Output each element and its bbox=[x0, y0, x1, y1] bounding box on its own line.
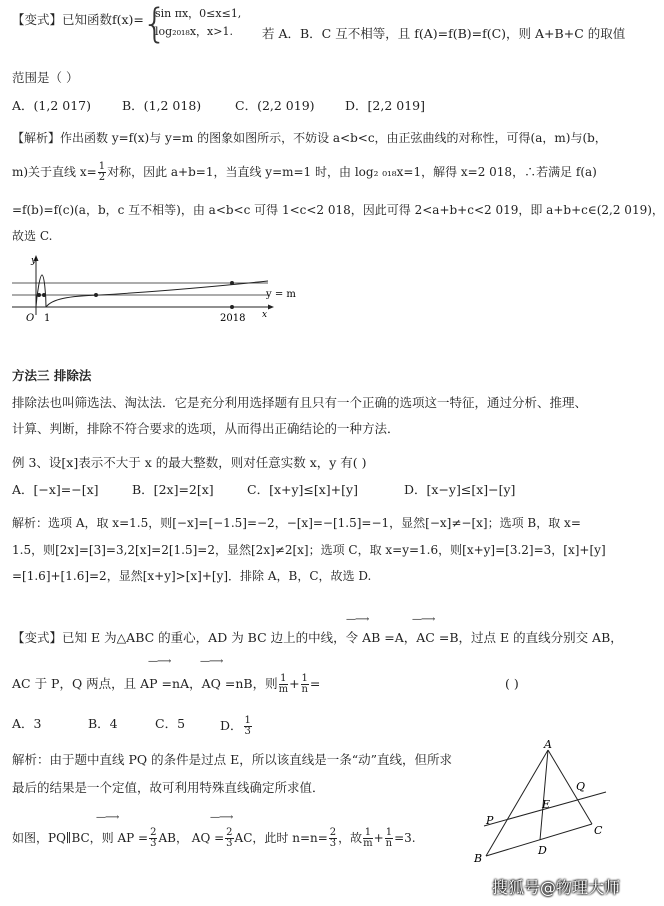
function-graph bbox=[10, 255, 296, 325]
vertex-c-label: C bbox=[594, 824, 603, 837]
watermark: 搜狐号@物理大师 bbox=[491, 878, 620, 897]
example3-solution-2: 1.5，则[2x]=[3]=3,2[x]=2[1.5]=2，显然[2x]≠2[x]；选项 C，取 x=y=1.6，则[x+y]=[3.2]=3，[x]+[y] bbox=[12, 543, 606, 557]
vector-arrow-aq: —⟶ bbox=[200, 656, 223, 667]
analysis1-line1: 【解析】作出函数 y=f(x)与 y=m 的图象如图所示，不妨设 a<b<c，由正弦曲线的对称性，可得(a，m)与(b， bbox=[12, 131, 607, 145]
piecewise-case-2: log₂₀₁₈x，x>1. bbox=[155, 25, 233, 38]
graph-tick-2018: 2018 bbox=[220, 313, 246, 324]
example3-option-d: D．[x−y]≤[x]−[y] bbox=[404, 482, 516, 497]
q1-option-d: D．[2,2 019] bbox=[345, 98, 425, 113]
q2-option-a: A．3 bbox=[12, 716, 42, 731]
q1-line2: 范围是（ ） bbox=[12, 70, 79, 85]
example3-solution-3: =[1.6]+[1.6]=2，显然[x+y]>[x]+[y]．排除 A，B，C，故选 D. bbox=[12, 569, 372, 583]
q1-tail: 若 A．B．C 互不相等，且 f(A)=f(B)=f(C)，则 A+B+C 的取值 bbox=[262, 26, 626, 41]
example3-option-c: C．[x+y]≤[x]+[y] bbox=[247, 482, 358, 497]
q1-option-c: C．(2,2 019) bbox=[235, 98, 315, 113]
graph-origin-label: O bbox=[26, 313, 35, 324]
method3-para-1: 排除法也叫筛选法、淘汰法．它是充分利用选择题有且只有一个正确的选项这一特征，通过分析、推理、 bbox=[12, 395, 588, 410]
piecewise-case-1: sin πx，0≤x≤1, bbox=[155, 7, 242, 20]
example3-question: 例 3、设[x]表示不大于 x 的最大整数，则对任意实数 x，y 有( ) bbox=[12, 455, 367, 470]
vector-arrow-ap: —⟶ bbox=[148, 656, 171, 667]
q2-answer-paren: ( ) bbox=[505, 676, 519, 691]
vertex-b-label: B bbox=[474, 852, 483, 865]
example3-solution-1: 解析：选项 A，取 x=1.5，则[−x]=[−1.5]=−2，−[x]=−[1.5]=−1，显然[−x]≠−[x]；选项 B，取 x= bbox=[12, 516, 581, 530]
q2-solution-1: 解析：由于题中直线 PQ 的条件是过点 E，所以该直线是一条“动”直线，但所求 bbox=[12, 752, 452, 767]
point-q-label: Q bbox=[576, 780, 586, 793]
triangle-figure bbox=[470, 738, 620, 868]
point-p-label: P bbox=[486, 814, 494, 827]
vector-arrow-ab: —⟶ bbox=[346, 614, 369, 625]
point-e-label: E bbox=[542, 798, 551, 811]
q2-option-d: D． $\frac{1}{3}$ bbox=[220, 715, 251, 737]
analysis1-line2: m)关于直线 x= $\frac{1}{2}$ 对称，因此 a+b=1，当直线 y=m=1 时，由 log₂ ₀₁₈x=1，解得 x=2 018，∴若满足 f(a) bbox=[12, 161, 597, 183]
q2-option-b: B．4 bbox=[88, 716, 118, 731]
q2-solution-2: 最后的结果是一个定值，故可利用特殊直线确定所求值． bbox=[12, 780, 325, 795]
vector-arrow-aq2: —⟶ bbox=[210, 812, 233, 823]
graph-x-label: x bbox=[262, 310, 268, 320]
q1-lead: 【变式】已知函数f(x)= bbox=[12, 12, 144, 27]
analysis1-line3: =f(b)=f(c)(a，b，c 互不相等)，由 a<b<c 可得 1<c<2 018，因此可得 2<a+b+c<2 019，即 a+b+c∈(2,2 019)， bbox=[12, 203, 664, 217]
vector-arrow-ap2: —⟶ bbox=[96, 812, 119, 823]
q1-option-a: A．(1,2 017) bbox=[12, 98, 91, 113]
vertex-a-label: A bbox=[544, 738, 552, 751]
graph-tick-1: 1 bbox=[44, 313, 51, 324]
method3-para-2: 计算、判断，排除不符合要求的选项，从而得出正确结论的一种方法． bbox=[12, 421, 400, 436]
q2-line1: 【变式】已知 E 为△ABC 的重心，AD 为 BC 边上的中线，令 AB =A，AC =B，过点 E 的直线分别交 AB， bbox=[12, 630, 623, 645]
example3-option-b: B．[2x]=2[x] bbox=[132, 482, 214, 497]
vector-arrow-ac: —⟶ bbox=[412, 614, 435, 625]
method3-heading: 方法三 排除法 bbox=[12, 368, 92, 383]
q2-line2: AC 于 P，Q 两点，且 AP =nA，AQ =nB，则 $\frac{1}{m}$ + $\frac{1}{n}$ = bbox=[12, 673, 321, 695]
graph-line-label: y = m bbox=[266, 289, 296, 300]
fraction-half: $\frac{1}{2}$ bbox=[98, 161, 106, 183]
q2-solution-3: 如图，PQ∥BC，则 AP = $\frac{2}{3}$ AB， AQ = $\frac{2}{3}$ AC，此时 n=n= $\frac{2}{3}$ ，故 $\frac{1}{m}$ + $\frac{1}{n}$ =3. bbox=[12, 827, 416, 849]
piecewise-brace: { bbox=[142, 1, 168, 47]
example3-option-a: A．[−x]=−[x] bbox=[12, 482, 99, 497]
q1-option-b: B．(1,2 018) bbox=[122, 98, 202, 113]
point-d-label: D bbox=[538, 844, 547, 857]
analysis1-line4: 故选 C. bbox=[12, 229, 53, 243]
q2-option-c: C．5 bbox=[155, 716, 186, 731]
graph-y-label: y bbox=[31, 256, 37, 266]
